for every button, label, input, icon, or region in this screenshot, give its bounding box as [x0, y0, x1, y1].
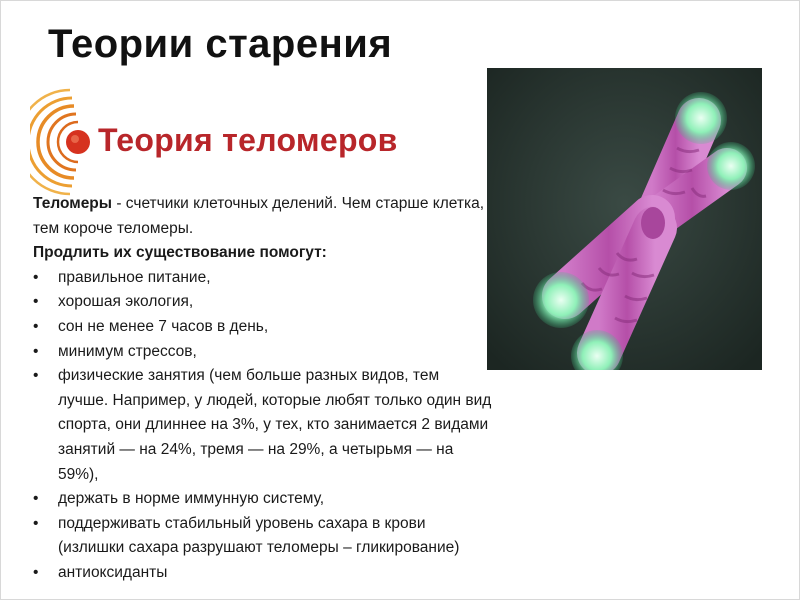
- definition-term: Теломеры: [33, 195, 113, 212]
- definition-paragraph: [33, 192, 493, 241]
- bullet-list: [33, 266, 493, 586]
- chromosome-photo: [487, 68, 762, 370]
- list-item: • поддерживать стабильный уровень сахара в крови (излишки сахара разрушают теломеры – гликирование): [33, 512, 493, 561]
- list-item: • правильное питание,: [33, 266, 493, 291]
- list-item: • физические занятия (чем больше разных видов, тем лучше. Например, у людей, которые любят только один вид спорта, они длиннее на 3%, у тех, кто занимается 2 видами занятий — на 24%, тремя — на 29%, а четырьмя — на 59%),: [33, 364, 493, 487]
- definition-text: - счетчики клеточных делений. Чем старше клетка, тем короче теломеры.: [33, 195, 485, 237]
- subtitle: Теория теломеров: [98, 122, 398, 158]
- prolong-heading: Продлить их существование помогут:: [33, 244, 327, 262]
- slide-title: Теории старения: [48, 22, 393, 66]
- list-item: • хорошая экология,: [33, 290, 493, 315]
- content-block: [33, 192, 493, 586]
- list-item: • держать в норме иммунную систему,: [33, 487, 493, 512]
- list-item: • антиоксиданты: [33, 561, 493, 586]
- list-item: • сон не менее 7 часов в день,: [33, 315, 493, 340]
- sun-spiral-logo-icon: [30, 86, 100, 198]
- list-item: • минимум стрессов,: [33, 340, 493, 365]
